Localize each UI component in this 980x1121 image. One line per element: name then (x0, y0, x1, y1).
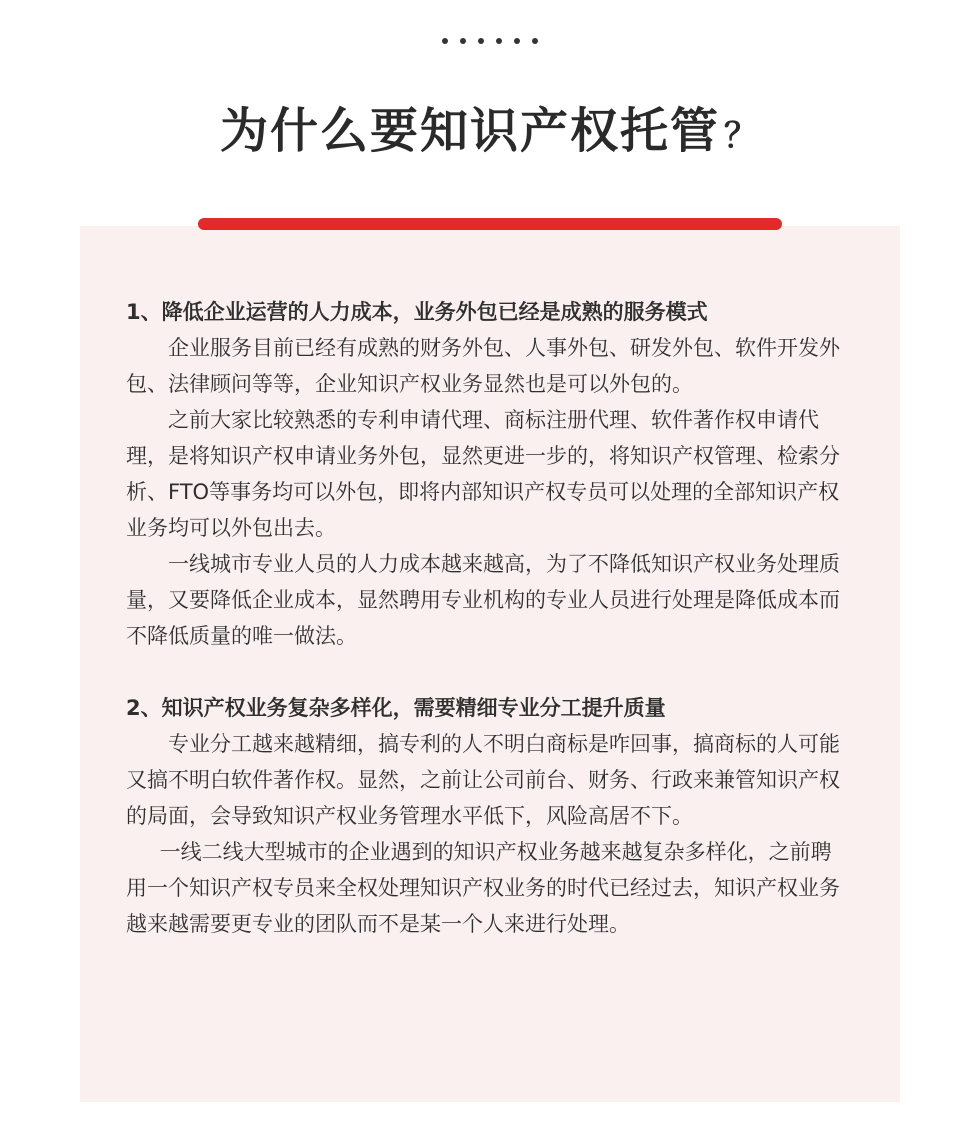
dot (496, 38, 502, 44)
section-2-paragraph-1: 专业分工越来越精细，搞专利的人不明白商标是咋回事，搞商标的人可能又搞不明白软件著作权。显然，之前让公司前台、财务、行政来兼管知识产权的局面，会导致知识产权业务管理水平低下，风险高居不下。 (126, 732, 840, 828)
section-1-paragraph-1: 企业服务目前已经有成熟的财务外包、人事外包、研发外包、软件开发外包、法律顾问等等，企业知识产权业务显然也是可以外包的。 (126, 336, 840, 396)
dot (514, 38, 520, 44)
dot (478, 38, 484, 44)
section-1-title: 1、降低企业运营的人力成本，业务外包已经是成熟的服务模式 (126, 300, 708, 324)
section-1-paragraph-3: 一线城市专业人员的人力成本越来越高，为了不降低知识产权业务处理质量，又要降低企业成本，显然聘用专业机构的专业人员进行处理是降低成本而不降低质量的唯一做法。 (126, 552, 840, 648)
accent-bar (198, 218, 782, 230)
section-2-paragraph-2: 一线二线大型城市的企业遇到的知识产权业务越来越复杂多样化，之前聘用一个知识产权专员来全权处理知识产权业务的时代已经过去，知识产权业务越来越需要更专业的团队而不是某一个人来进行处理。 (126, 840, 840, 936)
section-1-paragraph-2: 之前大家比较熟悉的专利申请代理、商标注册代理、软件著作权申请代理，是将知识产权申请业务外包，显然更进一步的，将知识产权管理、检索分析、FTO等事务均可以外包，即将内部知识产权专员可以处理的全部知识产权业务均可以外包出去。 (126, 408, 840, 540)
page-title-text: 为什么要知识产权托管 (219, 103, 720, 159)
dot (460, 38, 466, 44)
section-2-title: 2、知识产权业务复杂多样化，需要精细专业分工提升质量 (126, 696, 666, 720)
dot (532, 38, 538, 44)
decorative-dots (0, 38, 980, 44)
dot (442, 38, 448, 44)
title-question-mark: ？ (724, 116, 760, 156)
section-gap (126, 654, 848, 690)
content-body (126, 294, 848, 942)
page-title (0, 92, 980, 161)
